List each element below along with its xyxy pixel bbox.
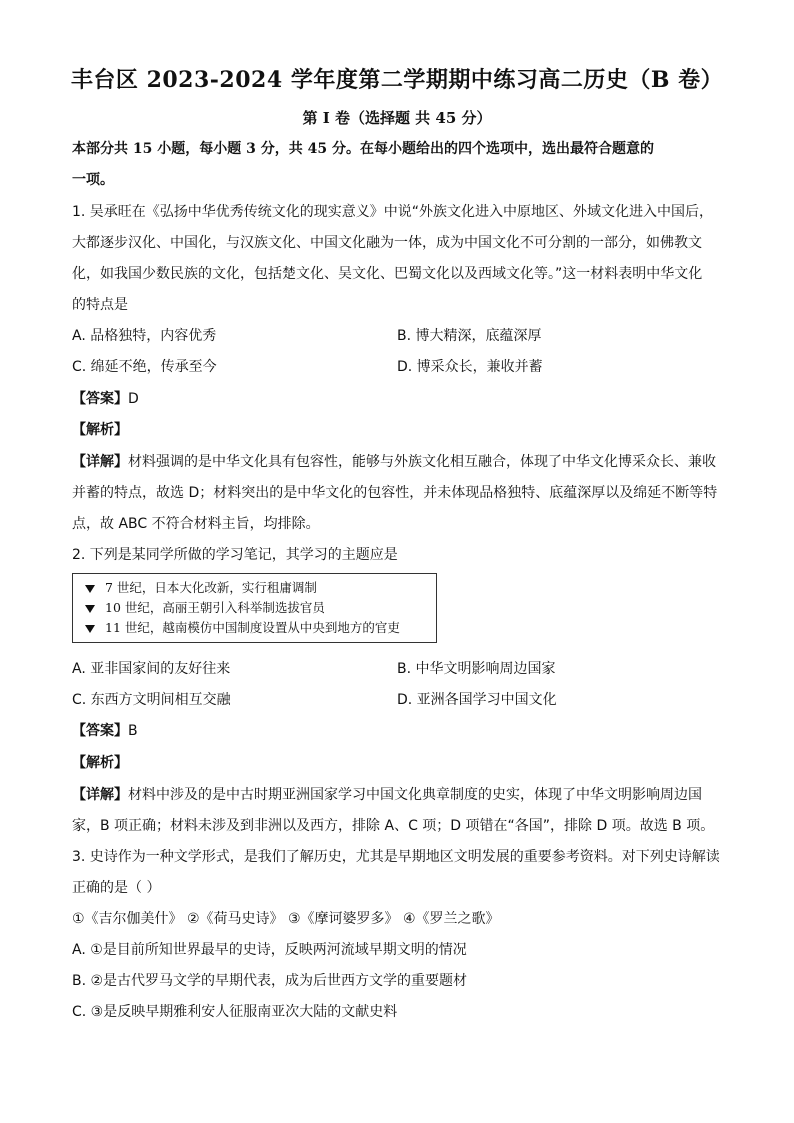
detail-tag: 【详解】 xyxy=(72,454,128,470)
notes-item-text: 7 世纪，日本大化改新，实行租庸调制 xyxy=(105,580,317,595)
q1-detail-line-2: 并蓄的特点，故选 D；材料突出的是中华文化的包容性，并未体现品格独特、底蕴深厚以及绵延不断等特 xyxy=(72,485,718,501)
study-notes-box xyxy=(72,573,437,643)
q2-option-c: C. 东西方文明间相互交融 xyxy=(72,692,231,708)
notes-item xyxy=(85,598,436,618)
q1-option-b: B. 博大精深，底蕴深厚 xyxy=(397,328,542,344)
notes-item xyxy=(85,618,436,638)
q1-analysis-tag xyxy=(72,420,128,440)
instructions-line-1: 本部分共 15 小题，每小题 3 分，共 45 分。在每小题给出的四个选项中，选出最符合题意的 xyxy=(72,141,654,157)
q1-detail-line-3: 点，故 ABC 不符合材料主旨，均排除。 xyxy=(72,516,320,532)
section-title: 第 I 卷（选择题 共 45 分） xyxy=(302,109,492,127)
triangle-bullet-icon xyxy=(85,585,95,593)
answer-value: B xyxy=(128,723,138,739)
q1-detail-line-1 xyxy=(72,452,716,472)
q1-answer xyxy=(72,389,139,409)
answer-value: D xyxy=(128,391,139,407)
q2-analysis-tag xyxy=(72,753,128,773)
q1-stem-line-1: 1. 吴承旺在《弘扬中华优秀传统文化的现实意义》中说“外族文化进入中原地区、外域文化进入中国后， xyxy=(72,204,714,220)
detail-tag: 【详解】 xyxy=(72,787,128,803)
q1-option-a: A. 品格独特，内容优秀 xyxy=(72,328,217,344)
q3-items: ①《吉尔伽美什》 ②《荷马史诗》 ③《摩诃婆罗多》 ④《罗兰之歌》 xyxy=(72,911,500,927)
triangle-bullet-icon xyxy=(85,625,95,633)
exam-title: 丰台区 2023-2024 学年度第二学期期中练习高二历史（B 卷） xyxy=(70,67,724,93)
q2-option-d: D. 亚洲各国学习中国文化 xyxy=(397,692,557,708)
detail-text: 材料中涉及的是中古时期亚洲国家学习中国文化典章制度的史实，体现了中华文明影响周边国 xyxy=(128,787,702,803)
q1-stem-line-2: 大都逐步汉化、中国化，与汉族文化、中国文化融为一体，成为中国文化不可分割的一部分，如佛教文 xyxy=(72,235,702,251)
q2-answer xyxy=(72,721,138,741)
notes-item-text: 11 世纪，越南模仿中国制度设置从中央到地方的官吏 xyxy=(105,620,400,635)
detail-text: 材料强调的是中华文化具有包容性，能够与外族文化相互融合，体现了中华文化博采众长、兼收 xyxy=(128,454,716,470)
notes-item xyxy=(85,578,436,598)
q1-stem-line-4: 的特点是 xyxy=(72,297,128,313)
q3-stem-line-2: 正确的是（ ） xyxy=(72,880,161,896)
analysis-tag: 【解析】 xyxy=(72,755,128,771)
q2-detail-line-1 xyxy=(72,785,702,805)
q1-stem-line-3: 化，如我国少数民族的文化，包括楚文化、吴文化、巴蜀文化以及西域文化等。”这一材料表明中华文化 xyxy=(72,266,703,282)
q2-detail-line-2: 家，B 项正确；材料未涉及到非洲以及西方，排除 A、C 项；D 项错在“各国”，排除 D 项。故选 B 项。 xyxy=(72,818,715,834)
q1-option-c: C. 绵延不绝，传承至今 xyxy=(72,359,217,375)
q1-option-d: D. 博采众长，兼收并蓄 xyxy=(397,359,543,375)
q2-stem: 2. 下列是某同学所做的学习笔记，其学习的主题应是 xyxy=(72,547,398,563)
q2-option-a: A. 亚非国家间的友好往来 xyxy=(72,661,231,677)
q3-option-b: B. ②是古代罗马文学的早期代表，成为后世西方文学的重要题材 xyxy=(72,973,468,989)
notes-item-text: 10 世纪，高丽王朝引入科举制选拔官员 xyxy=(105,600,325,615)
q3-stem-line-1: 3. 史诗作为一种文学形式，是我们了解历史，尤其是早期地区文明发展的重要参考资料。对下列史诗解读 xyxy=(72,849,720,865)
analysis-tag: 【解析】 xyxy=(72,422,128,438)
answer-tag: 【答案】 xyxy=(72,391,128,407)
q2-option-b: B. 中华文明影响周边国家 xyxy=(397,661,556,677)
q3-option-c: C. ③是反映早期雅利安人征服南亚次大陆的文献史料 xyxy=(72,1004,398,1020)
instructions-line-2: 一项。 xyxy=(72,172,114,188)
triangle-bullet-icon xyxy=(85,605,95,613)
q3-option-a: A. ①是目前所知世界最早的史诗，反映两河流域早期文明的情况 xyxy=(72,942,467,958)
answer-tag: 【答案】 xyxy=(72,723,128,739)
